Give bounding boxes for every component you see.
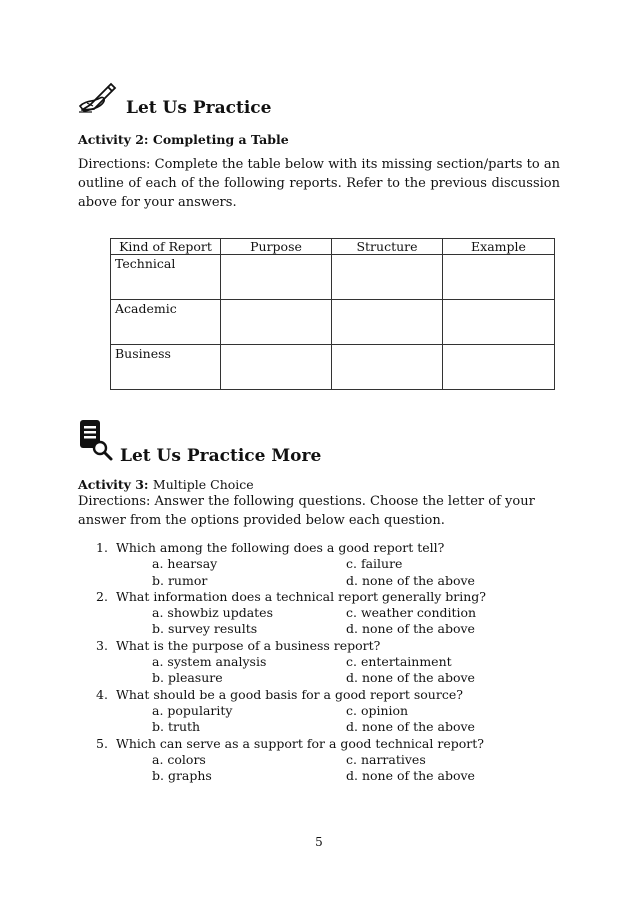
table-row [111, 300, 555, 345]
question-number: 3. [96, 637, 108, 653]
question-1 [96, 540, 496, 556]
table-header-cell: Purpose [221, 239, 332, 255]
option-c: c. narratives [346, 751, 426, 767]
option-c: c. entertainment [346, 654, 452, 670]
option-b: b. pleasure [152, 670, 223, 686]
table-cell [221, 345, 332, 390]
option-d: d. none of the above [346, 621, 475, 637]
table-cell [221, 255, 332, 300]
section-title: Let Us Practice More [120, 446, 322, 466]
table-header-cell: Structure [332, 239, 443, 255]
option-d: d. none of the above [346, 768, 475, 784]
table-header-row [111, 239, 555, 255]
table-cell [221, 300, 332, 345]
writing-hand-icon [78, 82, 120, 118]
option-b: b. graphs [152, 768, 212, 784]
table-cell [332, 255, 443, 300]
section-header-practice-more [78, 418, 321, 466]
document-search-icon [78, 418, 114, 466]
table-cell [443, 255, 555, 300]
table-header-cell: Kind of Report [111, 239, 221, 255]
question-text: What should be a good basis for a good report source? [116, 686, 463, 702]
option-d: d. none of the above [346, 670, 475, 686]
option-row [96, 703, 496, 719]
option-b: b. survey results [152, 621, 258, 637]
activity-3-type: Multiple Choice [152, 477, 254, 492]
option-a: a. hearsay [152, 556, 218, 572]
table-cell: Academic [111, 300, 221, 345]
question-text: Which among the following does a good report tell? [116, 540, 445, 555]
table-cell: Business [111, 345, 221, 390]
option-row [96, 556, 496, 572]
option-c: c. opinion [346, 702, 409, 718]
option-row [96, 768, 496, 784]
table-row [111, 345, 555, 390]
table-cell [443, 300, 555, 345]
activity-3-directions: Directions: Answer the following questions. Choose the letter of your answer from the options provided below each question. [78, 494, 535, 528]
question-text: What information does a technical report generally bring? [116, 588, 486, 604]
activity-3-title [78, 477, 254, 492]
page-number: 5 [315, 835, 323, 849]
option-b: b. rumor [152, 572, 208, 588]
section-title: Let Us Practice [126, 98, 272, 118]
option-a: a. colors [152, 751, 206, 767]
table-cell [332, 300, 443, 345]
section-header-practice [78, 82, 271, 118]
question-3 [96, 638, 496, 654]
question-4 [96, 687, 496, 703]
option-row [96, 621, 496, 637]
option-row [96, 752, 496, 768]
option-b: b. truth [152, 719, 201, 735]
question-text: What is the purpose of a business report? [116, 637, 381, 653]
question-2 [96, 589, 496, 605]
activity-2-directions: Directions: Complete the table below with its missing section/parts to an outline of each of the following reports. Refer to the previous discussion above for your answers. [78, 157, 560, 210]
question-number: 1. [96, 540, 108, 555]
option-row [96, 654, 496, 670]
option-a: a. showbiz updates [152, 605, 273, 621]
table-cell: Technical [111, 255, 221, 300]
question-number: 5. [96, 735, 108, 751]
option-d: d. none of the above [346, 572, 475, 588]
table-cell [443, 345, 555, 390]
table-cell [332, 345, 443, 390]
option-d: d. none of the above [346, 719, 475, 735]
option-row [96, 719, 496, 735]
option-row [96, 605, 496, 621]
activity-2-title: Activity 2: Completing a Table [78, 132, 289, 147]
option-c: c. weather condition [346, 605, 477, 621]
table-header-cell: Example [443, 239, 555, 255]
question-list [96, 540, 496, 784]
question-number: 2. [96, 588, 108, 604]
option-c: c. failure [346, 556, 403, 572]
question-text: Which can serve as a support for a good technical report? [116, 735, 484, 751]
question-5 [96, 736, 496, 752]
option-a: a. popularity [152, 702, 233, 718]
option-a: a. system analysis [152, 654, 267, 670]
table-row [111, 255, 555, 300]
report-table [110, 238, 555, 390]
option-row [96, 670, 496, 686]
activity-3-label: Activity 3: [78, 477, 149, 492]
option-row [96, 573, 496, 589]
question-number: 4. [96, 686, 108, 702]
